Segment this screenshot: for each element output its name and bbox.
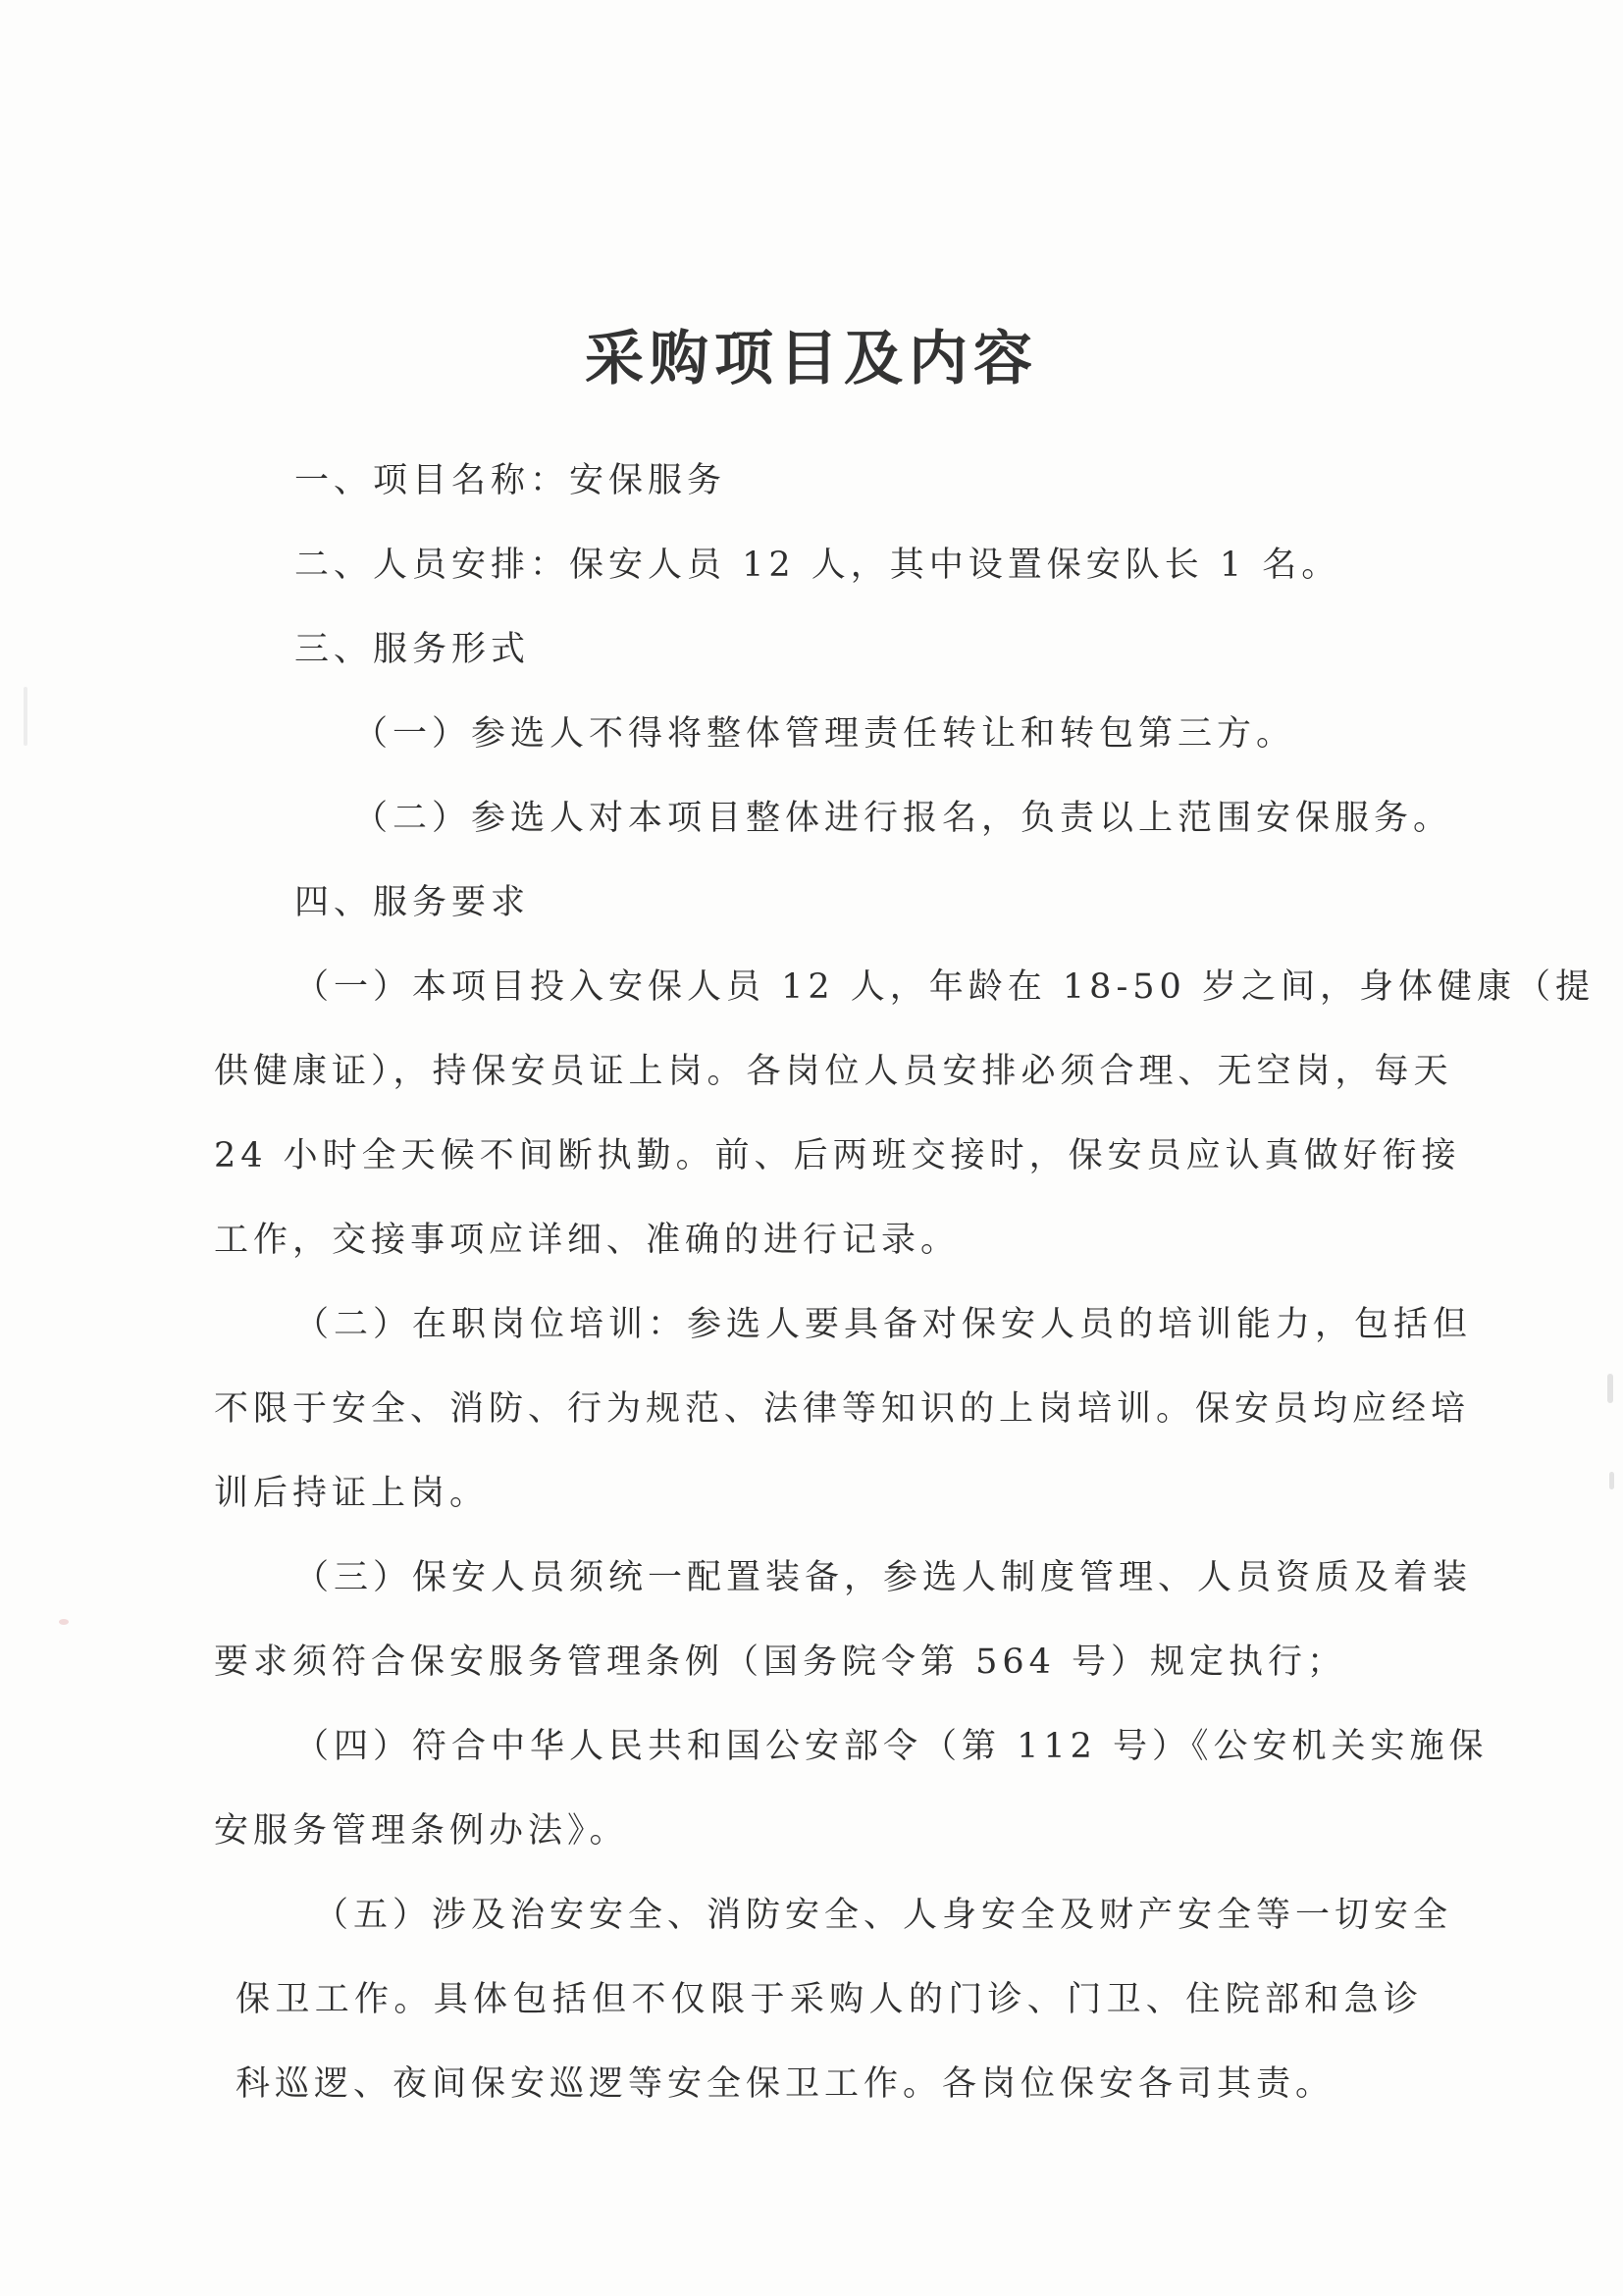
requirement-1-line-3: 24 小时全天候不间断执勤。前、后两班交接时，保安员应认真做好衔接	[214, 1136, 1461, 1175]
requirement-3-line-1: （三）保安人员须统一配置装备，参选人制度管理、人员资质及着装	[294, 1558, 1473, 1597]
scan-speck	[59, 1619, 69, 1625]
requirement-2-line-1: （二）在职岗位培训：参选人要具备对保安人员的培训能力，包括但	[294, 1305, 1473, 1344]
item-staffing: 二、人员安排：保安人员 12 人，其中设置保安队长 1 名。	[294, 546, 1341, 585]
scan-speck	[1609, 1472, 1614, 1489]
requirement-5-line-2: 保卫工作。具体包括但不仅限于采购人的门诊、门卫、住院部和急诊	[236, 1980, 1423, 2019]
requirement-1-line-1: （一）本项目投入安保人员 12 人，年龄在 18-50 岁之间，身体健康（提	[294, 967, 1595, 1007]
section-service-form: 三、服务形式	[294, 630, 531, 669]
requirement-3-line-2: 要求须符合保安服务管理条例（国务院令第 564 号）规定执行；	[214, 1643, 1347, 1682]
requirement-5-line-1: （五）涉及治安安全、消防安全、人身安全及财产安全等一切安全	[314, 1896, 1453, 1935]
scan-speck	[1607, 1374, 1613, 1403]
requirement-5-line-3: 科巡逻、夜间保安巡逻等安全保卫工作。各岗位保安各司其责。	[236, 2064, 1335, 2104]
requirement-1-line-4: 工作，交接事项应详细、准确的进行记录。	[214, 1221, 961, 1260]
service-form-item-1: （一）参选人不得将整体管理责任转让和转包第三方。	[353, 714, 1296, 754]
requirement-2-line-3: 训后持证上岗。	[214, 1474, 490, 1513]
requirement-1-line-2: 供健康证），持保安员证上岗。各岗位人员安排必须合理、无空岗，每天	[214, 1052, 1453, 1091]
service-form-item-2: （二）参选人对本项目整体进行报名，负责以上范围安保服务。	[353, 799, 1453, 838]
requirement-4-line-2: 安服务管理条例办法》。	[214, 1811, 629, 1851]
item-project-name: 一、项目名称：安保服务	[294, 461, 727, 500]
section-service-requirements: 四、服务要求	[294, 883, 531, 922]
scan-speck	[24, 687, 27, 746]
requirement-2-line-2: 不限于安全、消防、行为规范、法律等知识的上岗培训。保安员均应经培	[214, 1389, 1471, 1429]
requirement-4-line-1: （四）符合中华人民共和国公安部令（第 112 号）《公安机关实施保	[294, 1727, 1489, 1766]
document-title: 采购项目及内容	[585, 325, 1038, 393]
